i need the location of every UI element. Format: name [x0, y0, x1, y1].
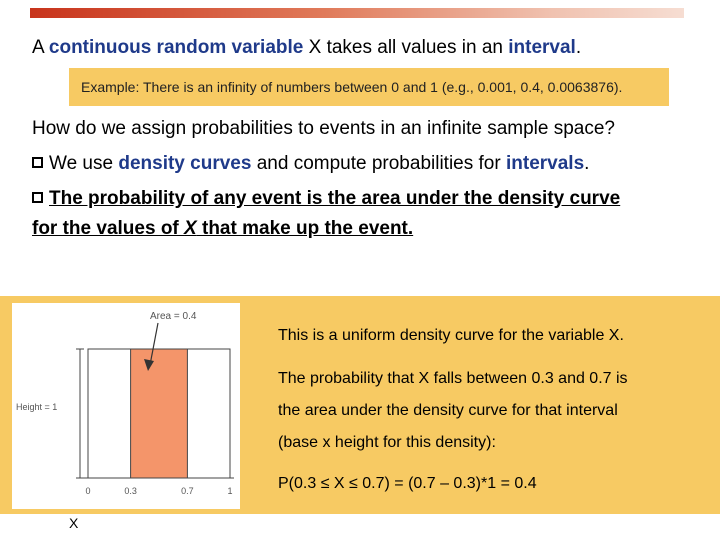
- explanation-line-2: The probability that X falls between 0.3 and 0.7 is: [278, 370, 628, 387]
- bullet2-line2-suffix: that make up the event.: [196, 218, 414, 239]
- x-tick-label: 0.7: [181, 486, 194, 496]
- x-variable-label: X: [69, 515, 79, 531]
- checkbox-bullet-icon: [32, 192, 43, 203]
- bullet1-mid: and compute probabilities for: [251, 153, 506, 174]
- intro-term-interval: interval: [508, 37, 576, 58]
- intro-term-continuous-rv: continuous random variable: [48, 37, 304, 58]
- explanation-line-1: This is a uniform density curve for the variable X.: [278, 327, 624, 344]
- x-tick-label: 0: [85, 486, 91, 496]
- bullet1-prefix: We use: [49, 153, 119, 174]
- bullet2-line1: The probability of any event is the area under the density curve: [49, 188, 621, 209]
- bullet2-line2-prefix: for the values of: [32, 218, 185, 239]
- shaded-area: [131, 349, 188, 478]
- intro-suffix: .: [575, 37, 582, 58]
- y-label: Height = 1: [16, 402, 58, 412]
- intro-prefix: A: [32, 37, 49, 58]
- example-text: Example: There is an infinity of numbers between 0 and 1 (e.g., 0.001, 0.4, 0.0063876).: [81, 79, 623, 95]
- bullet1-term-density-curves: density curves: [118, 153, 252, 174]
- bullet2-line2-var: X: [184, 218, 197, 239]
- area-annotation: Area = 0.4: [150, 311, 197, 322]
- intro-mid: X takes all values in an: [303, 37, 509, 58]
- x-tick-label: 0.3: [124, 486, 137, 496]
- question-text: How do we assign probabilities to events in an infinite sample space?: [32, 118, 615, 139]
- bullet-probability-area-line2: [32, 218, 413, 240]
- explanation-line-3: the area under the density curve for that interval: [278, 402, 618, 419]
- chart-svg: [12, 303, 240, 509]
- x-tick-label: 1: [227, 486, 233, 496]
- checkbox-bullet-icon: [32, 157, 43, 168]
- example-box: [69, 68, 669, 106]
- title-accent-bar: [30, 8, 684, 18]
- bullet1-suffix: .: [584, 153, 590, 174]
- bullet-density-curves: [32, 153, 589, 175]
- uniform-density-chart: [12, 303, 240, 509]
- explanation-line-4: (base x height for this density):: [278, 434, 496, 451]
- bullet1-term-intervals: intervals: [505, 153, 585, 174]
- explanation-formula: P(0.3 ≤ X ≤ 0.7) = (0.7 – 0.3)*1 = 0.4: [278, 475, 537, 492]
- intro-line: [32, 37, 581, 59]
- bullet-probability-area: [32, 188, 620, 210]
